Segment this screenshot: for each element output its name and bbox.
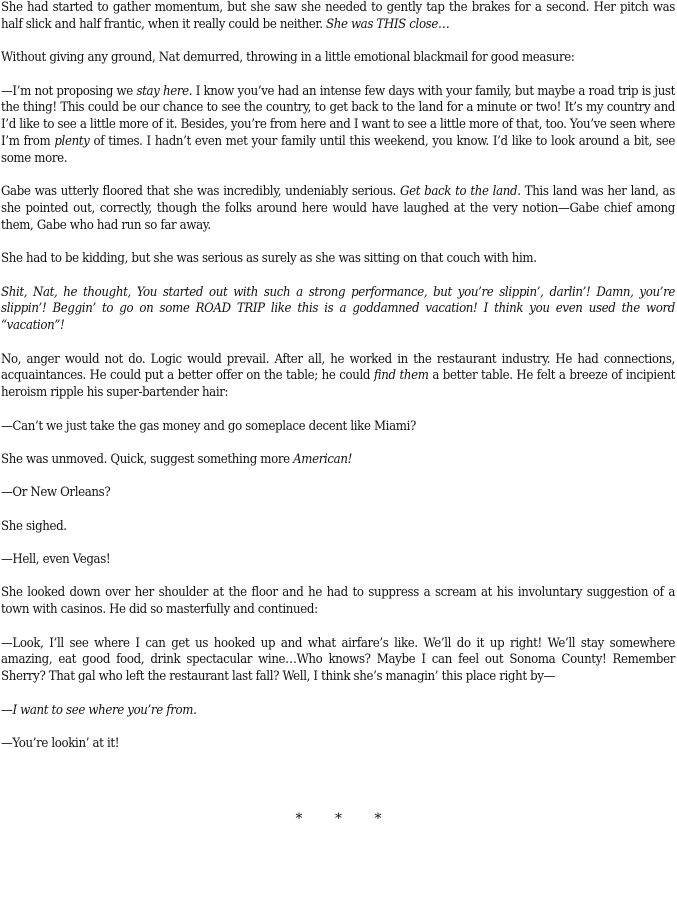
body-text: [1, 0, 675, 753]
paragraph: [1, 184, 675, 234]
text-run: . I know you’ve had an intense few days with your family, but maybe a road trip is just the thing! This could be our chance to see the country, to get back to the land for a minute or two! It’s my country and I’d like to see a little more of it. Besides, you’re from here and I want to see a little more of that, too. You’ve seen where I’m from: [1, 83, 676, 149]
text-run: —Look, I’ll see where I can get us hooked up and what airfare’s like. We’ll do it up right! We’ll stay somewhere amazing, eat good food, drink spectacular wine…Who knows? Maybe I can feel out Sonoma County! Remember Sherry? That gal who left the restaurant last fall? Well, I think she’s managin’ this place right by—: [1, 635, 675, 685]
italic-text-run: plenty: [54, 133, 90, 149]
text-run: —Can’t we just take the gas money and go someplace decent like Miami?: [1, 418, 416, 434]
italic-text-run: find them: [373, 368, 429, 384]
text-run: She had started to gather momentum, but she saw she needed to gently tap the brakes for a second. Her pitch was half slick and half frantic, when it really could be neither.: [1, 0, 675, 32]
italic-text-run: Shit, Nat, he thought, You started out with such a strong performance, but you’re slippin’, darlin’! Damn, you’re slippin’! Beggin’ to go on some ROAD TRIP like this is a goddamned vacation! I think you even used the word “vacation”!: [1, 284, 675, 334]
text-run: —I’m not proposing we: [1, 83, 137, 99]
paragraph: [1, 352, 675, 402]
text-run: —Hell, even Vegas!: [1, 552, 111, 568]
text-run: —You’re lookin’ at it!: [1, 736, 120, 752]
text-run: No, anger would not do. Logic would prevail. After all, he worked in the restaurant industry. He had connections, acquaintances. He could put a better offer on the table; he could: [1, 351, 675, 384]
paragraph: [1, 552, 675, 569]
text-run: She had to be kidding, but she was serious as surely as she was sitting on that couch with him.: [1, 251, 537, 267]
italic-text-run: I want to see where you’re from.: [12, 702, 197, 718]
separator-asterisk: *: [335, 811, 342, 827]
paragraph: [1, 519, 675, 536]
paragraph: [1, 585, 675, 619]
text-run: —Or New Orleans?: [1, 485, 111, 501]
text-run: She looked down over her shoulder at the floor and he had to suppress a scream at his involuntary suggestion of a town with casinos. He did so masterfully and continued:: [1, 585, 675, 618]
paragraph: [1, 50, 675, 67]
text-run: Without giving any ground, Nat demurred, throwing in a little emotional blackmail for good measure:: [1, 50, 575, 66]
italic-text-run: Get back to the land.: [400, 184, 521, 200]
paragraph: [1, 452, 675, 469]
text-run: This land was her land, as she pointed out, correctly, though the folks around here would have laughed at the very notion—Gabe chief among them, Gabe who had run so far away.: [1, 184, 675, 233]
text-run: of times. I hadn’t even met your family until this weekend, you know. I’d like to look around a bit, see some more.: [1, 133, 675, 166]
paragraph: [1, 0, 675, 34]
paragraph: [1, 636, 675, 686]
paragraph: [1, 251, 675, 268]
paragraph: [1, 703, 675, 720]
italic-text-run: stay here: [136, 83, 189, 99]
text-run: —: [1, 702, 13, 718]
paragraph: [1, 736, 675, 753]
italic-text-run: American!: [293, 451, 352, 467]
text-run: Gabe was utterly floored that she was incredibly, undeniably serious.: [1, 184, 401, 200]
separator-asterisk: *: [295, 811, 303, 827]
text-run: She was unmoved. Quick, suggest something more: [1, 451, 294, 467]
text-run: a better table. He felt a breeze of incipient heroism ripple his super-bartender hair:: [1, 368, 675, 401]
text-run: She sighed.: [1, 518, 67, 534]
paragraph: [1, 485, 675, 502]
separator-asterisk: *: [374, 811, 382, 827]
paragraph: [1, 84, 675, 168]
paragraph: [1, 285, 675, 335]
italic-text-run: She was THIS close…: [325, 16, 450, 32]
section-break: [0, 811, 677, 827]
paragraph: [1, 419, 675, 436]
